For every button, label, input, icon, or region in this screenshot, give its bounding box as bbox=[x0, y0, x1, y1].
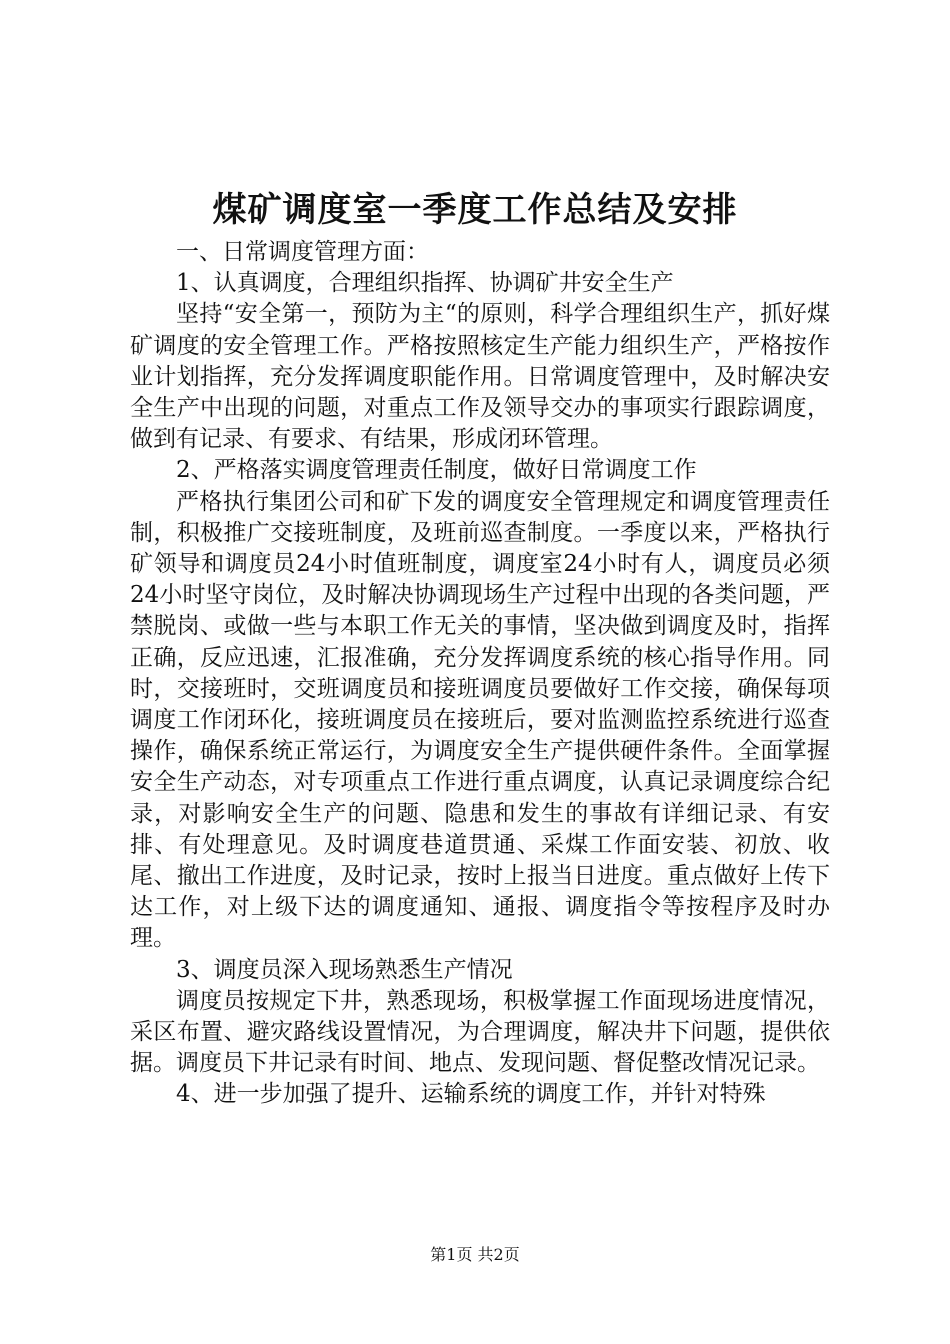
subsection-heading: 2、严格落实调度管理责任制度，做好日常调度工作 bbox=[176, 457, 697, 484]
paragraph: 调度员按规定下井，熟悉现场，积极掌握工作面现场进度情况，采区布置、避灾路线设置情况，为合理调度，解决井下问题，提供依据。调度员下井记录有时间、地点、发现问题、督促整改情况记录。 bbox=[130, 987, 830, 1077]
document-title: 煤矿调度室一季度工作总结及安排 bbox=[212, 190, 738, 230]
paragraph: 严格执行集团公司和矿下发的调度安全管理规定和调度管理责任制，积极推广交接班制度，及班前巡查制度。一季度以来，严格执行矿领导和调度员24小时值班制度，调度室24小时有人，调度员必须24小时坚守岗位，及时解决协调现场生产过程中出现的各类问题，严禁脱岗、或做一些与本职工作无关的事情，坚决做到调度及时，指挥正确，反应迅速，汇报准确，充分发挥调度系统的核心指导作用。同时，交接班时，交班调度员和接班调度员要做好工作交接，确保每项调度工作闭环化，接班调度员在接班后，要对监测监控系统进行巡查操作，确保系统正常运行，为调度安全生产提供硬件条件。全面掌握安全生产动态，对专项重点工作进行重点调度，认真记录调度综合纪录，对影响安全生产的问题、隐患和发生的事故有详细记录、有安排、有处理意见。及时调度巷道贯通、采煤工作面安装、初放、收尾、撤出工作进度，及时记录，按时上报当日进度。重点做好上传下达工作，对上级下达的调度通知、通报、调度指令等按程序及时办理。 bbox=[130, 488, 830, 952]
subsection-heading: 1、认真调度，合理组织指挥、协调矿井安全生产 bbox=[176, 270, 674, 297]
section-heading: 一、日常调度管理方面： bbox=[176, 239, 429, 265]
page-footer: 第1页 共2页 bbox=[430, 1245, 520, 1264]
document-body bbox=[130, 237, 830, 1111]
subsection-heading: 3、调度员深入现场熟悉生产情况 bbox=[176, 956, 513, 983]
subsection-heading: 4、进一步加强了提升、运输系统的调度工作，并针对特殊 bbox=[176, 1081, 766, 1108]
paragraph: 坚持“安全第一，预防为主“的原则，科学合理组织生产，抓好煤矿调度的安全管理工作。严格按照核定生产能力组织生产，严格按作业计划指挥，充分发挥调度职能作用。日常调度管理中，及时解决安全生产中出现的问题，对重点工作及领导交办的事项实行跟踪调度，做到有记录、有要求、有结果，形成闭环管理。 bbox=[130, 301, 830, 453]
